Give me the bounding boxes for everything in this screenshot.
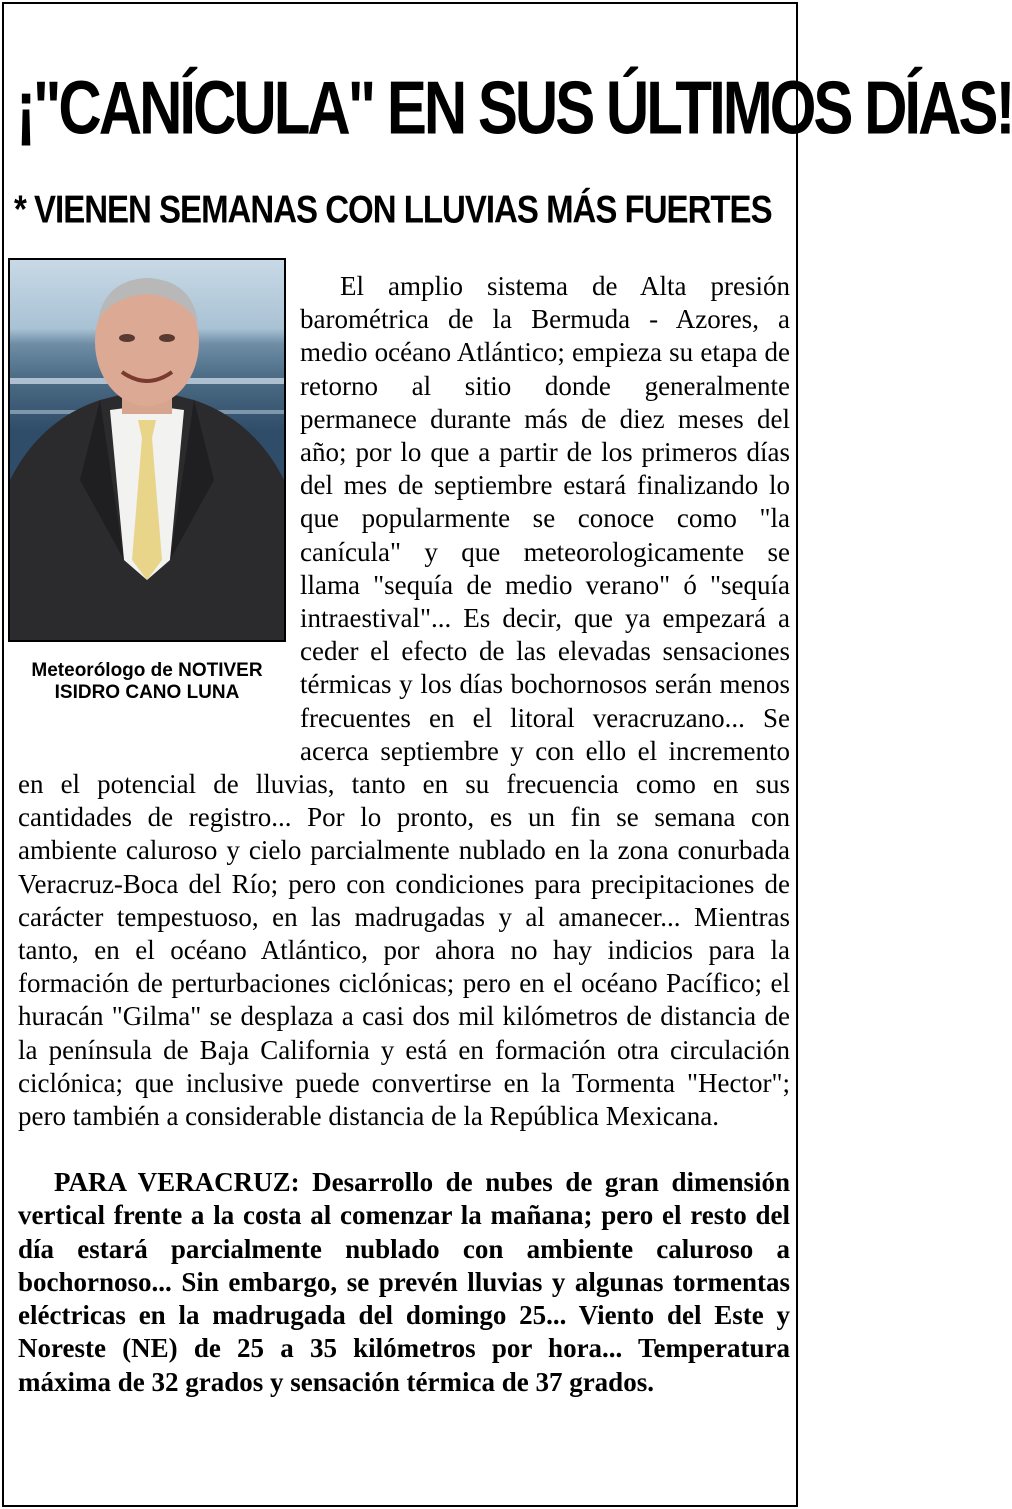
article-body <box>18 270 790 1399</box>
photo-float-space <box>18 270 300 750</box>
subheadline: * VIENEN SEMANAS CON LLUVIAS MÁS FUERTES <box>14 187 772 231</box>
headline: ¡"CANÍCULA" EN SUS ÚLTIMOS DÍAS! <box>16 65 1012 150</box>
paragraph-1: El amplio sistema de Alta presión barométrica de la Bermuda - Azores, a medio océano Atlántico; empieza su etapa de retorno al sitio donde generalmente permanece durante más de diez meses del año; por lo que a partir de los primeros días del mes de septiembre estará finalizando lo que popularmente se conoce como "la canícula" y que meteorologicamente se llama "sequía de medio verano" ó "sequía intraestival"... Es decir, que ya empezará a ceder el efecto de las elevadas sensaciones térmicas y los días bochornosos serán menos frecuentes en el litoral veracruzano... Se acerca septiembre y con ello el incremento en el potencial de lluvias, tanto en su frecuencia como en sus cantidades de registro... Por lo pronto, es un fin se semana con ambiente caluroso y cielo parcialmente nublado en la zona conurbada Veracruz-Boca del Río; pero con condiciones para precipitaciones de carácter tempestuoso, en las madrugadas y al amanecer... Mientras tanto, en el océano Atlántico, por ahora no hay indicios para la formación de perturbaciones ciclónicas; pero en el océano Pacífico; el huracán "Gilma" se desplaza a casi dos mil kilómetros de distancia de la península de Baja California y está en formación otra circulación ciclónica; que inclusive puede convertirse en la Tormenta "Hector"; pero también a considerable distancia de la República Mexicana. <box>18 271 790 1132</box>
caption-line-1: Meteorólogo de NOTIVER <box>31 660 263 681</box>
paragraph-2-forecast: PARA VERACRUZ: Desarrollo de nubes de gran dimensión vertical frente a la costa al comenzar la mañana; pero el resto del día estará parcialmente nublado con ambiente caluroso a bochornoso... Sin embargo, se prevén lluvias y algunas tormentas eléctricas en la madrugada del domingo 25... Viento del Este y Noreste (NE) de 25 a 35 kilómetros por hora... Temperatura máxima de 32 grados y sensación térmica de 37 grados. <box>18 1167 790 1397</box>
caption-line-2: ISIDRO CANO LUNA <box>54 682 240 703</box>
